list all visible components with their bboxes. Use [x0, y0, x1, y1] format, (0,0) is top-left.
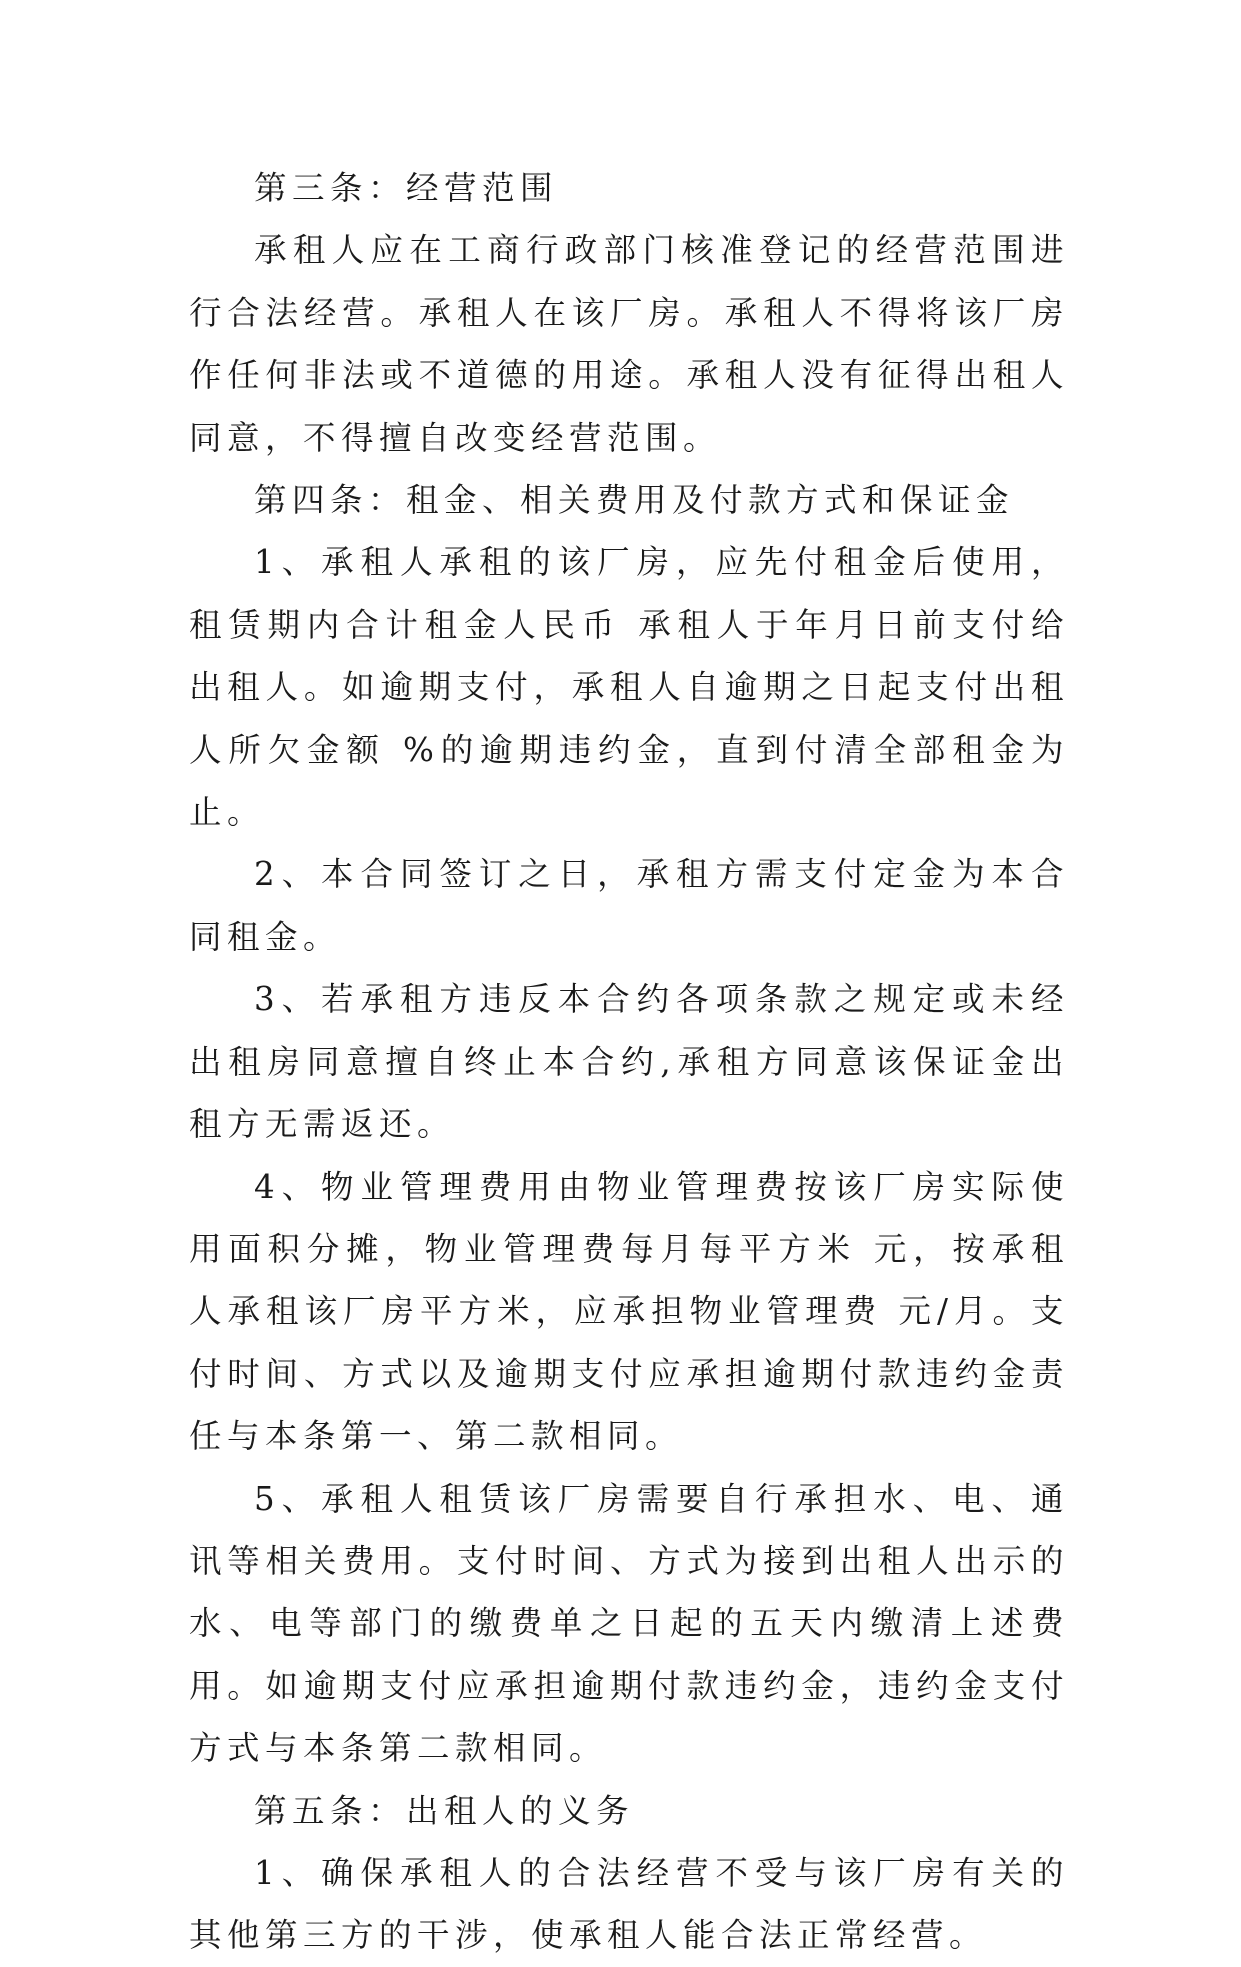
article-4-clause-4: 4、物业管理费用由物业管理费按该厂房实际使用面积分摊，物业管理费每月每平方米 元，按承租人承租该厂房平方米，应承担物业管理费 元/月。支付时间、方式以及逾期支付应承担逾期付款违约金责任与本条第一、第二款相同。 [189, 1167, 1069, 1456]
document-body [189, 157, 1069, 1967]
article-3-body: 承租人应在工商行政部门核准登记的经营范围进行合法经营。承租人在该厂房。承租人不得将该厂房作任何非法或不道德的用途。承租人没有征得出租人同意，不得擅自改变经营范围。 [189, 231, 1069, 457]
article-5-clause-1: 1、确保承租人的合法经营不受与该厂房有关的其他第三方的干涉，使承租人能合法正常经营。 [189, 1853, 1069, 1955]
article-3-heading: 第三条：经营范围 [254, 169, 559, 207]
article-5-heading: 第五条：出租人的义务 [254, 1791, 635, 1830]
article-4-clause-5: 5、承租人租赁该厂房需要自行承担水、电、通讯等相关费用。支付时间、方式为接到出租人出示的水、电等部门的缴费单之日起的五天内缴清上述费用。如逾期支付应承担逾期付款违约金，违约金支付方式与本条第二款相同。 [189, 1479, 1069, 1768]
article-4-clause-3: 3、若承租方违反本合约各项条款之规定或未经出租房同意擅自终止本合约,承租方同意该保证金出租方无需返还。 [189, 980, 1069, 1144]
article-4-clause-1: 1、承租人承租的该厂房，应先付租金后使用，租赁期内合计租金人民币 承租人于年月日前支付给出租人。如逾期支付，承租人自逾期之日起支付出租人所欠金额 %的逾期违约金，直到付清全部租金为止。 [189, 543, 1069, 832]
article-4-clause-2: 2、本合同签订之日，承租方需支付定金为本合同租金。 [189, 855, 1069, 956]
article-4-heading: 第四条：租金、相关费用及付款方式和保证金 [254, 481, 1015, 520]
